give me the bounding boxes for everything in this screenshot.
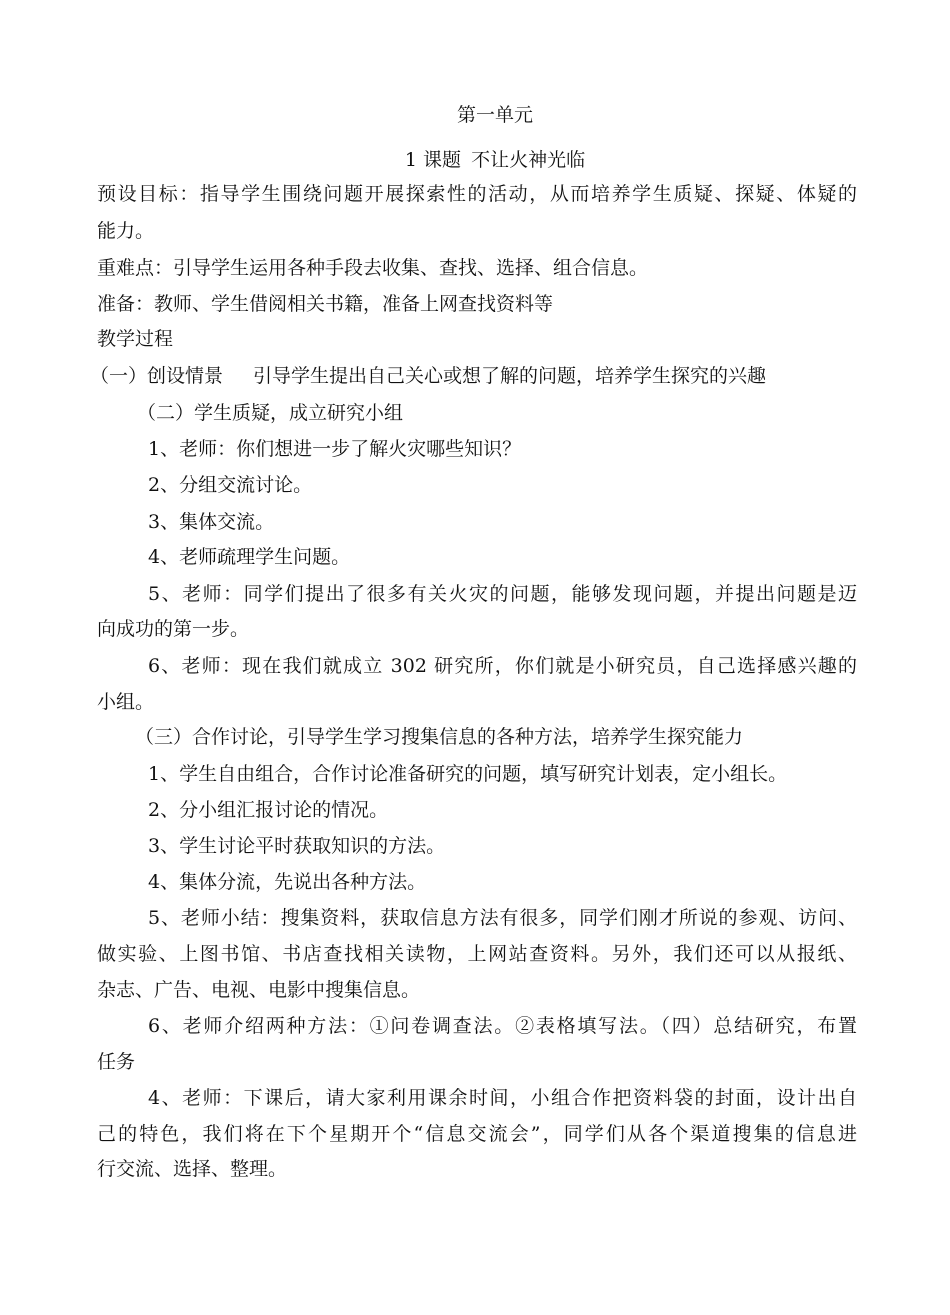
list-item: 2、分小组汇报讨论的情况。 xyxy=(148,799,389,821)
list-item: 6、老师：现在我们就成立 302 研究所，你们就是小研究员，自己选择感兴趣的 xyxy=(148,655,857,677)
list-item: 2、分组交流讨论。 xyxy=(148,474,313,496)
goal-paragraph-line-2: 能力。 xyxy=(97,220,155,242)
list-item: 4、老师：下课后，请大家利用课余时间，小组合作把资料袋的封面，设计出自 xyxy=(148,1087,857,1109)
section-three-heading: （三）合作讨论，引导学生学习搜集信息的各种方法，培养学生探究能力 xyxy=(135,726,744,748)
key-points-line: 重难点：引导学生运用各种手段去收集、查找、选择、组合信息。 xyxy=(97,257,649,279)
list-item: 5、老师小结：搜集资料，获取信息方法有很多，同学们刚才所说的参观、访问、 xyxy=(148,907,857,929)
goal-paragraph-line-1: 预设目标：指导学生围绕问题开展探索性的活动，从而培养学生质疑、探疑、体疑的 xyxy=(97,183,857,205)
lesson-name: 不让火神光临 xyxy=(471,149,586,171)
preparation-line: 准备：教师、学生借阅相关书籍，准备上网查找资料等 xyxy=(97,293,554,315)
section-one-heading xyxy=(90,364,850,388)
list-item: 6、老师介绍两种方法：①问卷调查法。②表格填写法。（四）总结研究，布置 xyxy=(148,1015,857,1037)
section-two-heading: （二）学生质疑，成立研究小组 xyxy=(137,402,404,424)
list-item: 4、集体分流，先说出各种方法。 xyxy=(148,871,427,893)
list-item-continuation: 己的特色，我们将在下个星期开个“信息交流会”，同学们从各个渠道搜集的信息进 xyxy=(97,1123,857,1145)
list-item: 3、学生讨论平时获取知识的方法。 xyxy=(148,835,446,857)
list-item-continuation: 做实验、上图书馆、书店查找相关读物，上网站查资料。另外，我们还可以从报纸、 xyxy=(97,943,857,965)
lesson-number: 1 课题 xyxy=(404,149,462,171)
section-one-title: （一）创设情景 xyxy=(90,365,224,387)
teaching-process-heading: 教学过程 xyxy=(97,328,174,350)
list-item: 5、老师：同学们提出了很多有关火灾的问题，能够发现问题，并提出问题是迈 xyxy=(148,583,857,605)
list-item: 1、老师：你们想进一步了解火灾哪些知识？ xyxy=(148,438,522,460)
unit-title: 第一单元 xyxy=(456,104,533,126)
list-item-continuation: 行交流、选择、整理。 xyxy=(97,1158,288,1180)
list-item-continuation: 杂志、广告、电视、电影中搜集信息。 xyxy=(97,979,421,1001)
list-item-continuation: 任务 xyxy=(97,1051,136,1073)
list-item-continuation: 向成功的第一步。 xyxy=(97,618,250,640)
section-one-description: 引导学生提出自己关心或想了解的问题，培养学生探究的兴趣 xyxy=(253,365,767,387)
list-item: 3、集体交流。 xyxy=(148,511,275,533)
list-item-continuation: 小组。 xyxy=(97,691,155,713)
list-item: 1、学生自由组合，合作讨论准备研究的问题，填写研究计划表，定小组长。 xyxy=(148,763,788,785)
lesson-title xyxy=(0,148,950,172)
list-item: 4、老师疏理学生问题。 xyxy=(148,546,351,568)
